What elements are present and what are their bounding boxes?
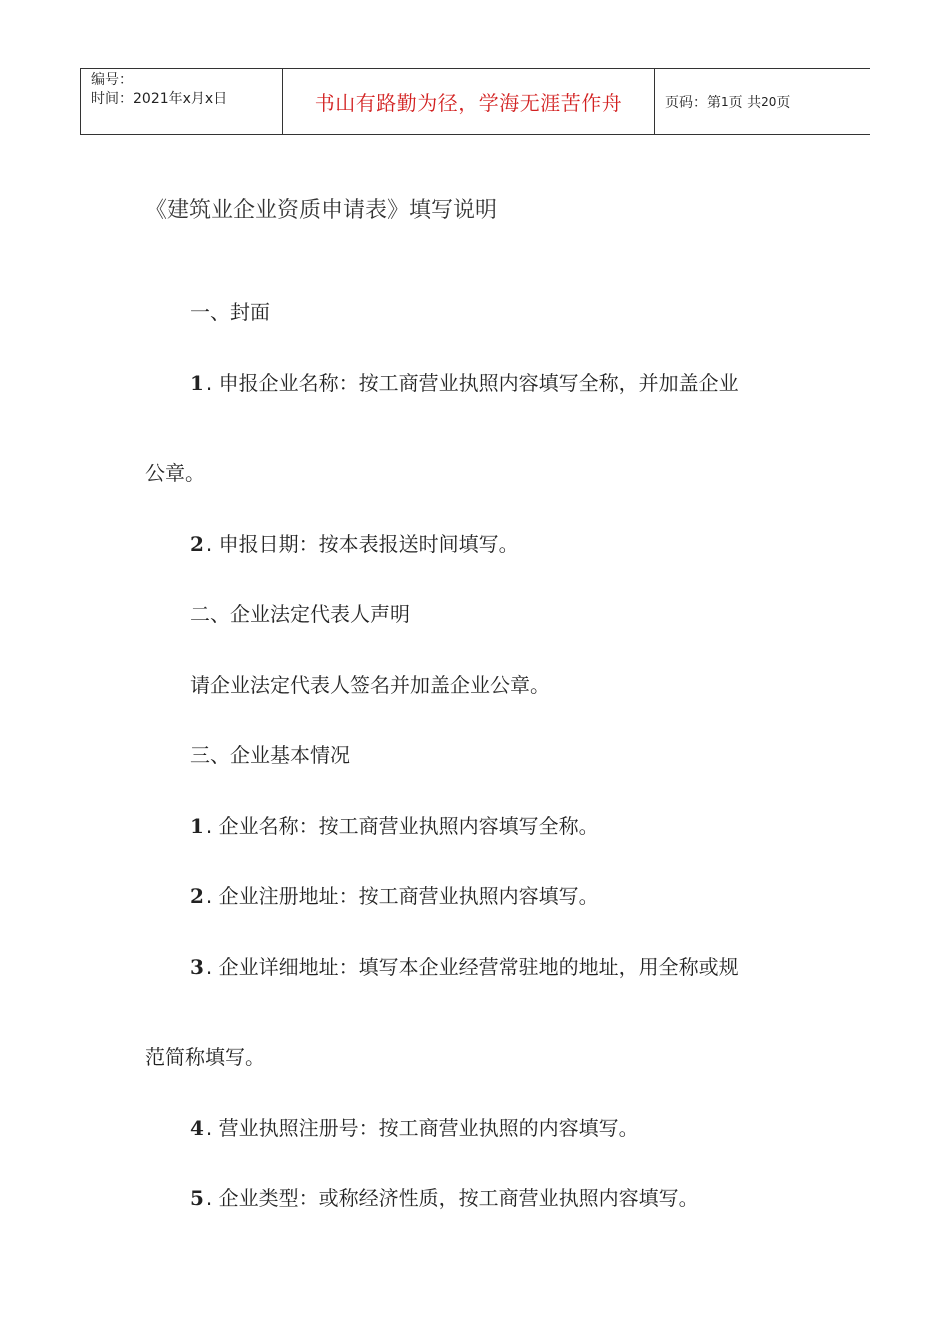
section-heading-cover [190, 296, 270, 325]
line-text: 三、企业基本情况 [190, 743, 350, 767]
page-label-mid: 页 共 [728, 94, 762, 111]
paragraph-line [145, 1041, 265, 1070]
paragraph-line [190, 951, 739, 980]
line-text: 一、封面 [190, 300, 270, 324]
motto-text: 书山有路勤为径，学海无涯苦作舟 [314, 91, 623, 115]
item-number: 2 [190, 532, 204, 556]
line-text: 公章。 [145, 461, 205, 485]
section-heading-basic-info [190, 739, 350, 768]
line-text: . 申报企业名称：按工商营业执照内容填写全称，并加盖企业 [205, 371, 739, 395]
paragraph-line [190, 1182, 699, 1211]
paragraph-line [190, 880, 599, 909]
time-label: 时间：2021年x月x日 [91, 91, 228, 107]
item-number: 4 [190, 1116, 204, 1140]
paragraph-line [190, 810, 599, 839]
line-text: 范简称填写。 [145, 1045, 265, 1069]
item-number: 2 [190, 884, 204, 908]
number-label: 编号： [91, 72, 133, 88]
page-total: 20 [761, 94, 777, 109]
line-text: 二、企业法定代表人声明 [190, 602, 410, 626]
paragraph-line [190, 528, 519, 557]
line-text: . 企业详细地址：填写本企业经营常驻地的地址，用全称或规 [205, 955, 739, 979]
line-text: . 企业类型：或称经济性质，按工商营业执照内容填写。 [205, 1186, 699, 1210]
page-label-suffix: 页 [776, 94, 791, 111]
page-info-cell [655, 69, 870, 134]
item-number: 3 [190, 955, 204, 979]
document-title: 《建筑业企业资质申请表》填写说明 [145, 198, 498, 223]
line-text: . 企业注册地址：按工商营业执照内容填写。 [205, 884, 599, 908]
motto-cell [283, 69, 655, 134]
page-label-prefix: 页码：第 [665, 94, 721, 111]
line-text: . 企业名称：按工商营业执照内容填写全称。 [205, 814, 599, 838]
item-number: 5 [190, 1186, 204, 1210]
line-text: . 营业执照注册号：按工商营业执照的内容填写。 [205, 1116, 639, 1140]
paragraph-line [145, 457, 205, 486]
page-current: 1 [721, 94, 729, 109]
section-heading-declaration [190, 598, 410, 627]
paragraph-line [190, 1112, 639, 1141]
paragraph-line [190, 669, 550, 698]
item-number: 1 [190, 814, 204, 838]
line-text: 请企业法定代表人签名并加盖企业公章。 [190, 673, 550, 697]
paragraph-line [190, 367, 739, 396]
header-meta-cell [81, 69, 283, 134]
document-header [80, 68, 870, 135]
item-number: 1 [190, 371, 204, 395]
line-text: . 申报日期：按本表报送时间填写。 [205, 532, 519, 556]
